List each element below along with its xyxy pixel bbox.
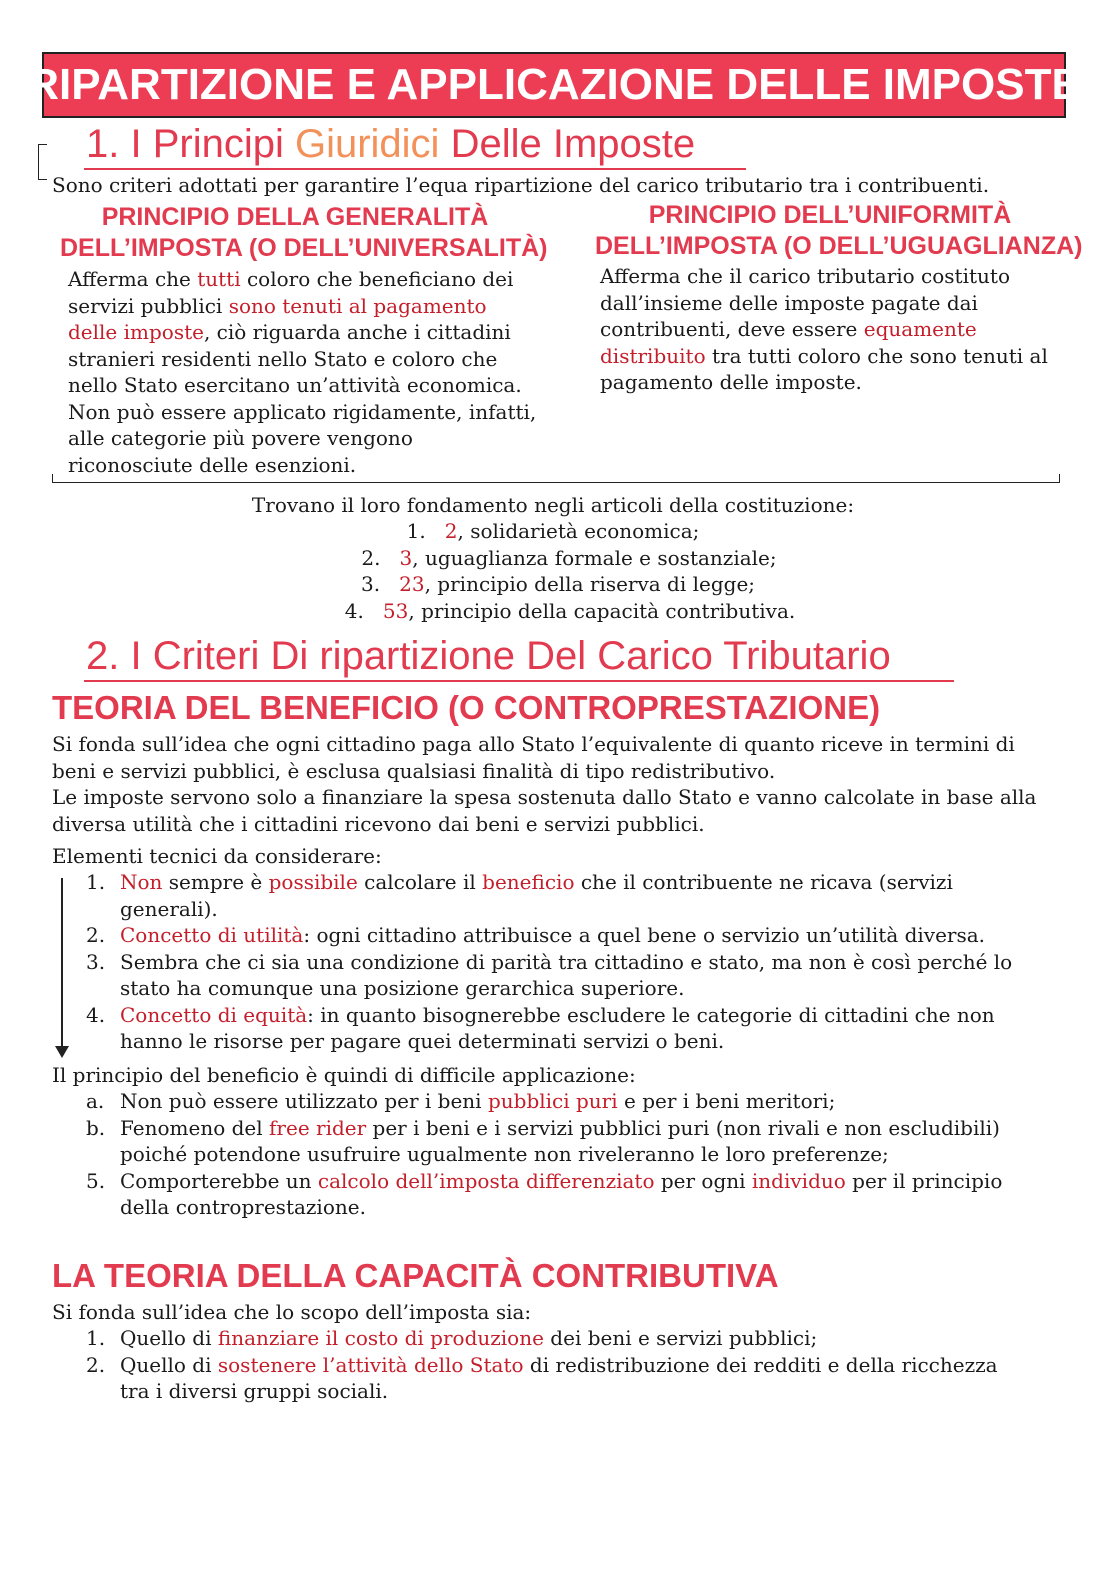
article-ref: 2 xyxy=(444,519,458,543)
article-ref: 53 xyxy=(382,599,409,623)
article-num: 4. xyxy=(344,599,364,623)
articles-intro: Trovano il loro fondamento negli articoli della costituzione: xyxy=(251,493,855,517)
list-text-1: Comporterebbe un xyxy=(120,1168,318,1193)
left-bracket xyxy=(38,144,47,180)
col1-text-2: tutti xyxy=(197,267,241,291)
section1-heading-part-c: Delle Imposte xyxy=(439,122,696,166)
list-number: a. xyxy=(86,1089,105,1113)
list-item xyxy=(54,949,1014,1002)
col1-heading xyxy=(60,202,548,264)
section2-heading: 2. I Criteri Di ripartizione Del Carico Tributario xyxy=(86,634,891,678)
col1-heading-line1: PRINCIPIO DELLA GENERALITÀ xyxy=(101,203,489,231)
list-red-1: free rider xyxy=(269,1115,367,1140)
list-red-1: sostenere l’attività dello Stato xyxy=(217,1352,524,1377)
article-num: 2. xyxy=(361,546,381,570)
list-red-1: calcolo dell’imposta differenziato xyxy=(317,1168,655,1193)
difficult-intro: Il principio del beneficio è quindi di difficile applicazione: xyxy=(52,1063,636,1087)
list-number: b. xyxy=(86,1115,106,1140)
col1-text-3: coloro che beneficiano dei servizi pubblici xyxy=(68,267,514,318)
list-text-1: Quello di xyxy=(120,1326,218,1350)
list-item xyxy=(54,1088,1014,1115)
list-text-2: dei beni e servizi pubblici; xyxy=(543,1326,818,1350)
col2-text-1: Afferma che il carico tributario costituto dall’insieme delle imposte pagate dai contribuenti, deve essere xyxy=(600,264,1010,341)
theory1-paragraph2: Le imposte servono solo a finanziare la spesa sostenuta dallo Stato e vanno calcolate in base alla diversa utilità che i cittadini ricevono dai beni e servizi pubblici. xyxy=(52,785,1037,836)
theory2-intro: Si fonda sull’idea che lo scopo dell’imposta sia: xyxy=(52,1300,532,1324)
elements-intro: Elementi tecnici da considerare: xyxy=(52,844,382,868)
col1-text-4: sono tenuti al pagamento delle imposte xyxy=(68,293,487,344)
list-text-1: Sembra che ci sia una condizione di parità tra cittadino e stato, ma non è così perché lo stato ha comunque una posizione gerarchica superiore. xyxy=(120,949,1013,1000)
col1-text-1: Afferma che xyxy=(68,267,198,291)
list-text-2: di redistribuzione dei redditi e della ricchezza tra i diversi gruppi sociali. xyxy=(120,1352,998,1403)
list-number: 2. xyxy=(86,923,106,947)
article-ref: 3 xyxy=(399,546,413,570)
col1-heading-line2: DELL’IMPOSTA (O DELL’UNIVERSALITÀ) xyxy=(60,234,548,262)
col2-text xyxy=(600,263,1060,396)
list-red-1: Concetto di utilità xyxy=(120,923,304,947)
list-text-1: Fenomeno del xyxy=(120,1115,270,1140)
list-text-3: per il principio della controprestazione. xyxy=(120,1168,1003,1219)
list-text-2: per i beni e i servizi pubblici puri (non rivali e non escludibili) poiché potendone usufruire ugualmente non riveleranno le loro preferenze; xyxy=(120,1115,1000,1166)
list-text-1: : in quanto bisognerebbe escludere le categorie di cittadini che non hanno le risorse per pagare quei determinati servizi o beni. xyxy=(120,1002,995,1053)
section1-heading xyxy=(86,122,695,167)
list-item xyxy=(54,1002,1014,1055)
col2-text-2: equamente distribuito xyxy=(600,317,977,368)
page-title: RIPARTIZIONE E APPLICAZIONE DELLE IMPOSTE xyxy=(27,60,1081,109)
article-item xyxy=(0,518,1106,545)
list-item xyxy=(54,1352,1014,1405)
col2-heading-line1: PRINCIPIO DELL’UNIFORMITÀ xyxy=(648,201,1012,229)
article-item xyxy=(0,571,1116,598)
col2-heading xyxy=(595,200,1083,262)
list-item xyxy=(54,1115,1014,1168)
list-item xyxy=(54,869,1014,922)
list-number: 3. xyxy=(86,949,106,974)
col1-text xyxy=(68,266,538,478)
difficult-list xyxy=(54,1088,1014,1221)
list-red-1: Concetto di equità xyxy=(120,1002,308,1027)
list-number: 4. xyxy=(86,1002,106,1027)
list-item xyxy=(54,1325,1014,1352)
list-text-1: sempre è xyxy=(162,870,269,894)
list-number: 1. xyxy=(86,1326,106,1350)
theory2-heading: LA TEORIA DELLA CAPACITÀ CONTRIBUTIVA xyxy=(52,1257,779,1294)
article-desc: , principio della capacità contributiva. xyxy=(408,599,796,623)
article-item xyxy=(0,598,1116,625)
list-text-2: e per i beni meritori; xyxy=(617,1089,836,1113)
list-number: 2. xyxy=(86,1352,106,1377)
section2-underline xyxy=(84,680,954,682)
list-number: 1. xyxy=(86,870,106,894)
article-desc: , principio della riserva di legge; xyxy=(424,572,756,596)
section1-underline xyxy=(84,168,746,170)
article-desc: , solidarietà economica; xyxy=(457,519,700,543)
list-red-1: finanziare il costo di produzione xyxy=(217,1326,544,1350)
list-red-1: Non xyxy=(120,870,163,894)
article-desc: , uguaglianza formale e sostanziale; xyxy=(412,546,777,570)
article-item xyxy=(0,545,1116,572)
list-text-2: calcolare il xyxy=(357,870,483,894)
section1-intro: Sono criteri adottati per garantire l’equa ripartizione del carico tributario tra i contribuenti. xyxy=(52,173,990,197)
section1-heading-part-a: 1. I Principi xyxy=(86,122,295,166)
article-num: 3. xyxy=(360,572,381,596)
article-ref: 23 xyxy=(399,572,425,596)
list-number: 5. xyxy=(86,1168,106,1193)
list-text-1: Non può essere utilizzato per i beni xyxy=(120,1089,488,1113)
theory1-heading: TEORIA DEL BENEFICIO (O CONTROPRESTAZIONE) xyxy=(52,689,881,726)
col2-text-3: tra tutti coloro che sono tenuti al pagamento delle imposte. xyxy=(600,343,1048,394)
elements-list xyxy=(54,869,1014,1055)
title-banner xyxy=(27,52,1081,118)
list-text-3: che il contribuente ne ricava (servizi generali). xyxy=(120,870,953,921)
list-red-2: possibile xyxy=(268,870,358,894)
theory1-paragraph1: Si fonda sull’idea che ogni cittadino paga allo Stato l’equivalente di quanto riceve in termini di beni e servizi pubblici, è esclusa qualsiasi finalità di tipo redistributivo. xyxy=(52,732,1015,783)
list-text-1: Quello di xyxy=(120,1352,218,1377)
list-text-2: per ogni xyxy=(654,1168,752,1193)
list-item xyxy=(54,1168,1014,1221)
list-red-1: pubblici puri xyxy=(487,1089,618,1113)
list-red-2: individuo xyxy=(751,1168,846,1193)
col1-text-5: , ciò riguarda anche i cittadini stranieri residenti nello Stato e coloro che nello Stato esercitano un’attività economica. Non può essere applicato rigidamente, infatti, alle categorie più povere vengono riconosciute delle esenzioni. xyxy=(68,320,537,477)
list-text-1: : ogni cittadino attribuisce a quel bene o servizio un’utilità diversa. xyxy=(303,923,986,947)
list-item xyxy=(54,922,1014,949)
section1-heading-highlight: Giuridici xyxy=(294,122,440,166)
col2-heading-line2: DELL’IMPOSTA (O DELL’UGUAGLIANZA) xyxy=(595,232,1083,260)
article-num: 1. xyxy=(406,519,426,543)
theory2-list xyxy=(54,1325,1014,1405)
bottom-brace xyxy=(52,474,1060,483)
list-red-3: beneficio xyxy=(482,870,575,894)
